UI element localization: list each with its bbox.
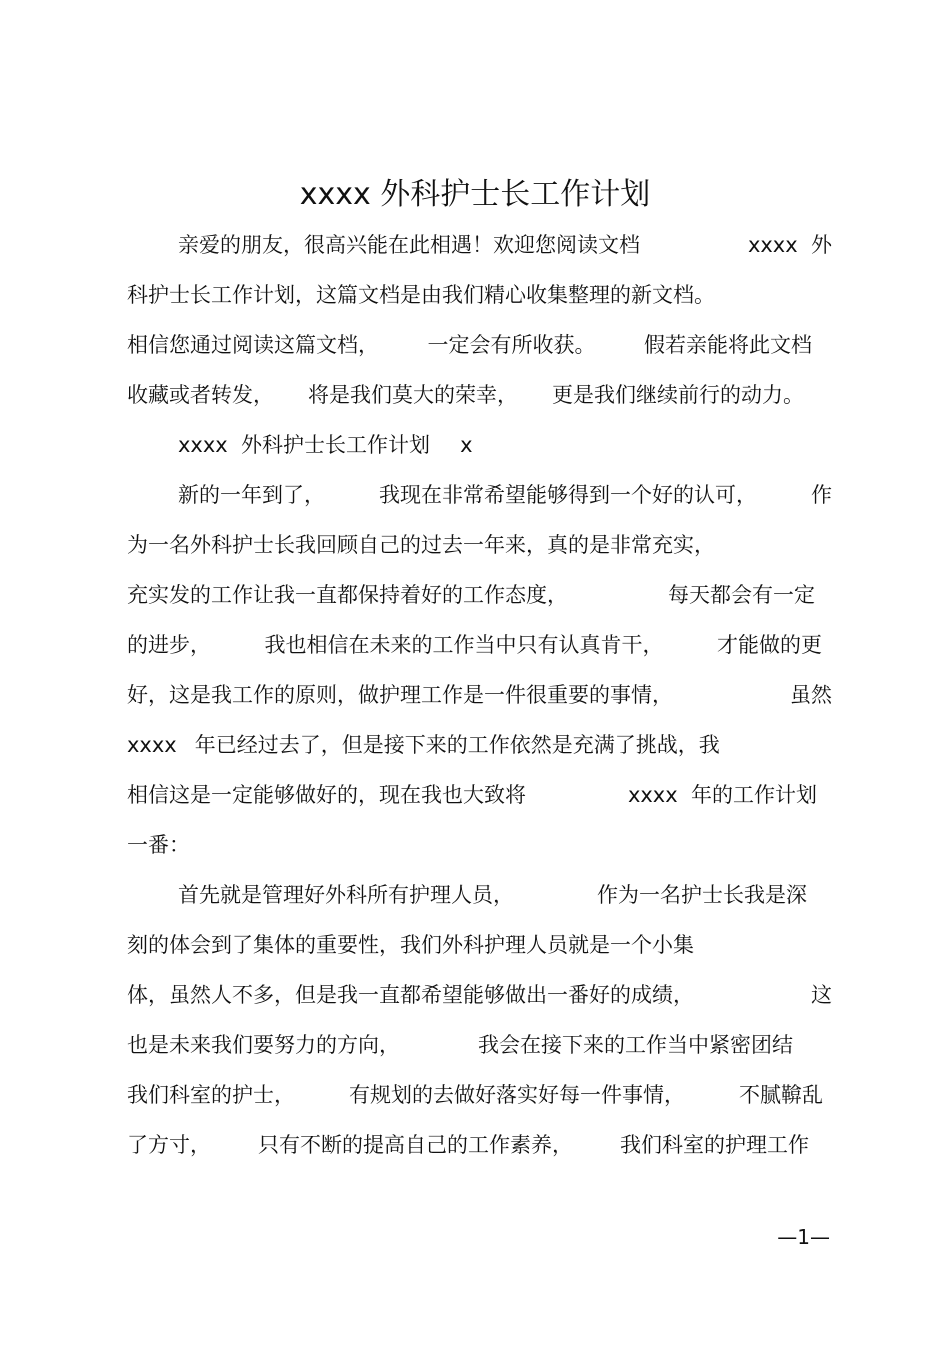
body-text: 相信这是一定能够做好的，现在我也大致将 — [127, 783, 526, 807]
body-line — [127, 479, 832, 511]
body-line — [127, 379, 804, 411]
body-text: 这 — [811, 983, 832, 1007]
body-line — [127, 1129, 809, 1161]
body-line — [127, 879, 807, 911]
body-line — [127, 929, 832, 961]
body-line — [127, 679, 832, 711]
body-line — [127, 229, 832, 261]
body-line — [127, 579, 815, 611]
body-text: 刻的体会到了集体的重要性，我们外科护理人员就是一个小集 — [127, 933, 694, 957]
body-text: 我会在接下来的工作当中紧密团结 — [478, 1033, 793, 1057]
body-text: 只有不断的提高自己的工作素养， — [258, 1133, 573, 1157]
body-text: 每天都会有一定 — [668, 583, 815, 607]
body-text: 虽然 — [790, 683, 832, 707]
body-text: 的进步， — [127, 633, 211, 657]
body-text: 一番： — [127, 833, 190, 857]
body-line — [127, 1029, 793, 1061]
body-text: 将是我们莫大的荣幸， — [308, 383, 518, 407]
page-number: —1— — [777, 1225, 830, 1249]
body-text: 作 — [811, 483, 832, 507]
body-line — [127, 629, 822, 661]
body-text: xxxx 外 — [747, 233, 832, 257]
body-text: xxxx — [127, 733, 177, 757]
body-line — [127, 529, 832, 561]
body-line — [127, 1079, 823, 1111]
body-text: x — [460, 433, 473, 457]
body-text: 更是我们继续前行的动力。 — [552, 383, 804, 407]
body-text: 年已经过去了，但是接下来的工作依然是充满了挑战，我 — [194, 733, 720, 757]
document-title: xxxx 外科护士长工作计划 — [299, 177, 651, 212]
body-text: 新的一年到了， — [178, 483, 325, 507]
body-text: xxxx 年的工作计划 — [627, 783, 817, 807]
body-text: 体，虽然人不多，但是我一直都希望能够做出一番好的成绩， — [127, 983, 694, 1007]
body-line — [127, 279, 832, 311]
body-line — [127, 979, 832, 1011]
body-line — [127, 729, 832, 761]
body-text: 好，这是我工作的原则，做护理工作是一件很重要的事情， — [127, 683, 673, 707]
body-text: 我现在非常希望能够得到一个好的认可， — [379, 483, 757, 507]
body-text: 首先就是管理好外科所有护理人员， — [178, 883, 514, 907]
body-text: 不腻鞥乱 — [739, 1083, 823, 1107]
body-text: 作为一名护士长我是深 — [597, 883, 807, 907]
body-text: 收藏或者转发， — [127, 383, 274, 407]
body-text: 一定会有所收获。 — [427, 333, 596, 357]
body-text: 才能做的更 — [717, 633, 822, 657]
body-text: 亲爱的朋友，很高兴能在此相遇！欢迎您阅读文档 — [178, 233, 640, 257]
body-line — [127, 429, 832, 461]
body-line — [127, 779, 817, 811]
body-text: 科护士长工作计划，这篇文档是由我们精心收集整理的新文档。 — [127, 283, 715, 307]
body-line — [127, 829, 832, 861]
body-text: 假若亲能将此文档 — [644, 333, 812, 357]
body-text: 了方寸， — [127, 1133, 211, 1157]
body-line — [127, 329, 812, 361]
body-text: 我也相信在未来的工作当中只有认真肯干， — [264, 633, 664, 657]
body-text: 也是未来我们要努力的方向， — [127, 1033, 400, 1057]
body-text: 相信您通过阅读这篇文档， — [127, 333, 379, 357]
body-text: 充实发的工作让我一直都保持着好的工作态度， — [127, 583, 568, 607]
body-text: 为一名外科护士长我回顾自己的过去一年来，真的是非常充实， — [127, 533, 715, 557]
body-text: 有规划的去做好落实好每一件事情， — [349, 1083, 685, 1107]
body-text: xxxx 外科护士长工作计划 — [178, 433, 431, 457]
body-text: 我们科室的护士， — [127, 1083, 295, 1107]
body-text: 我们科室的护理工作 — [620, 1133, 809, 1157]
